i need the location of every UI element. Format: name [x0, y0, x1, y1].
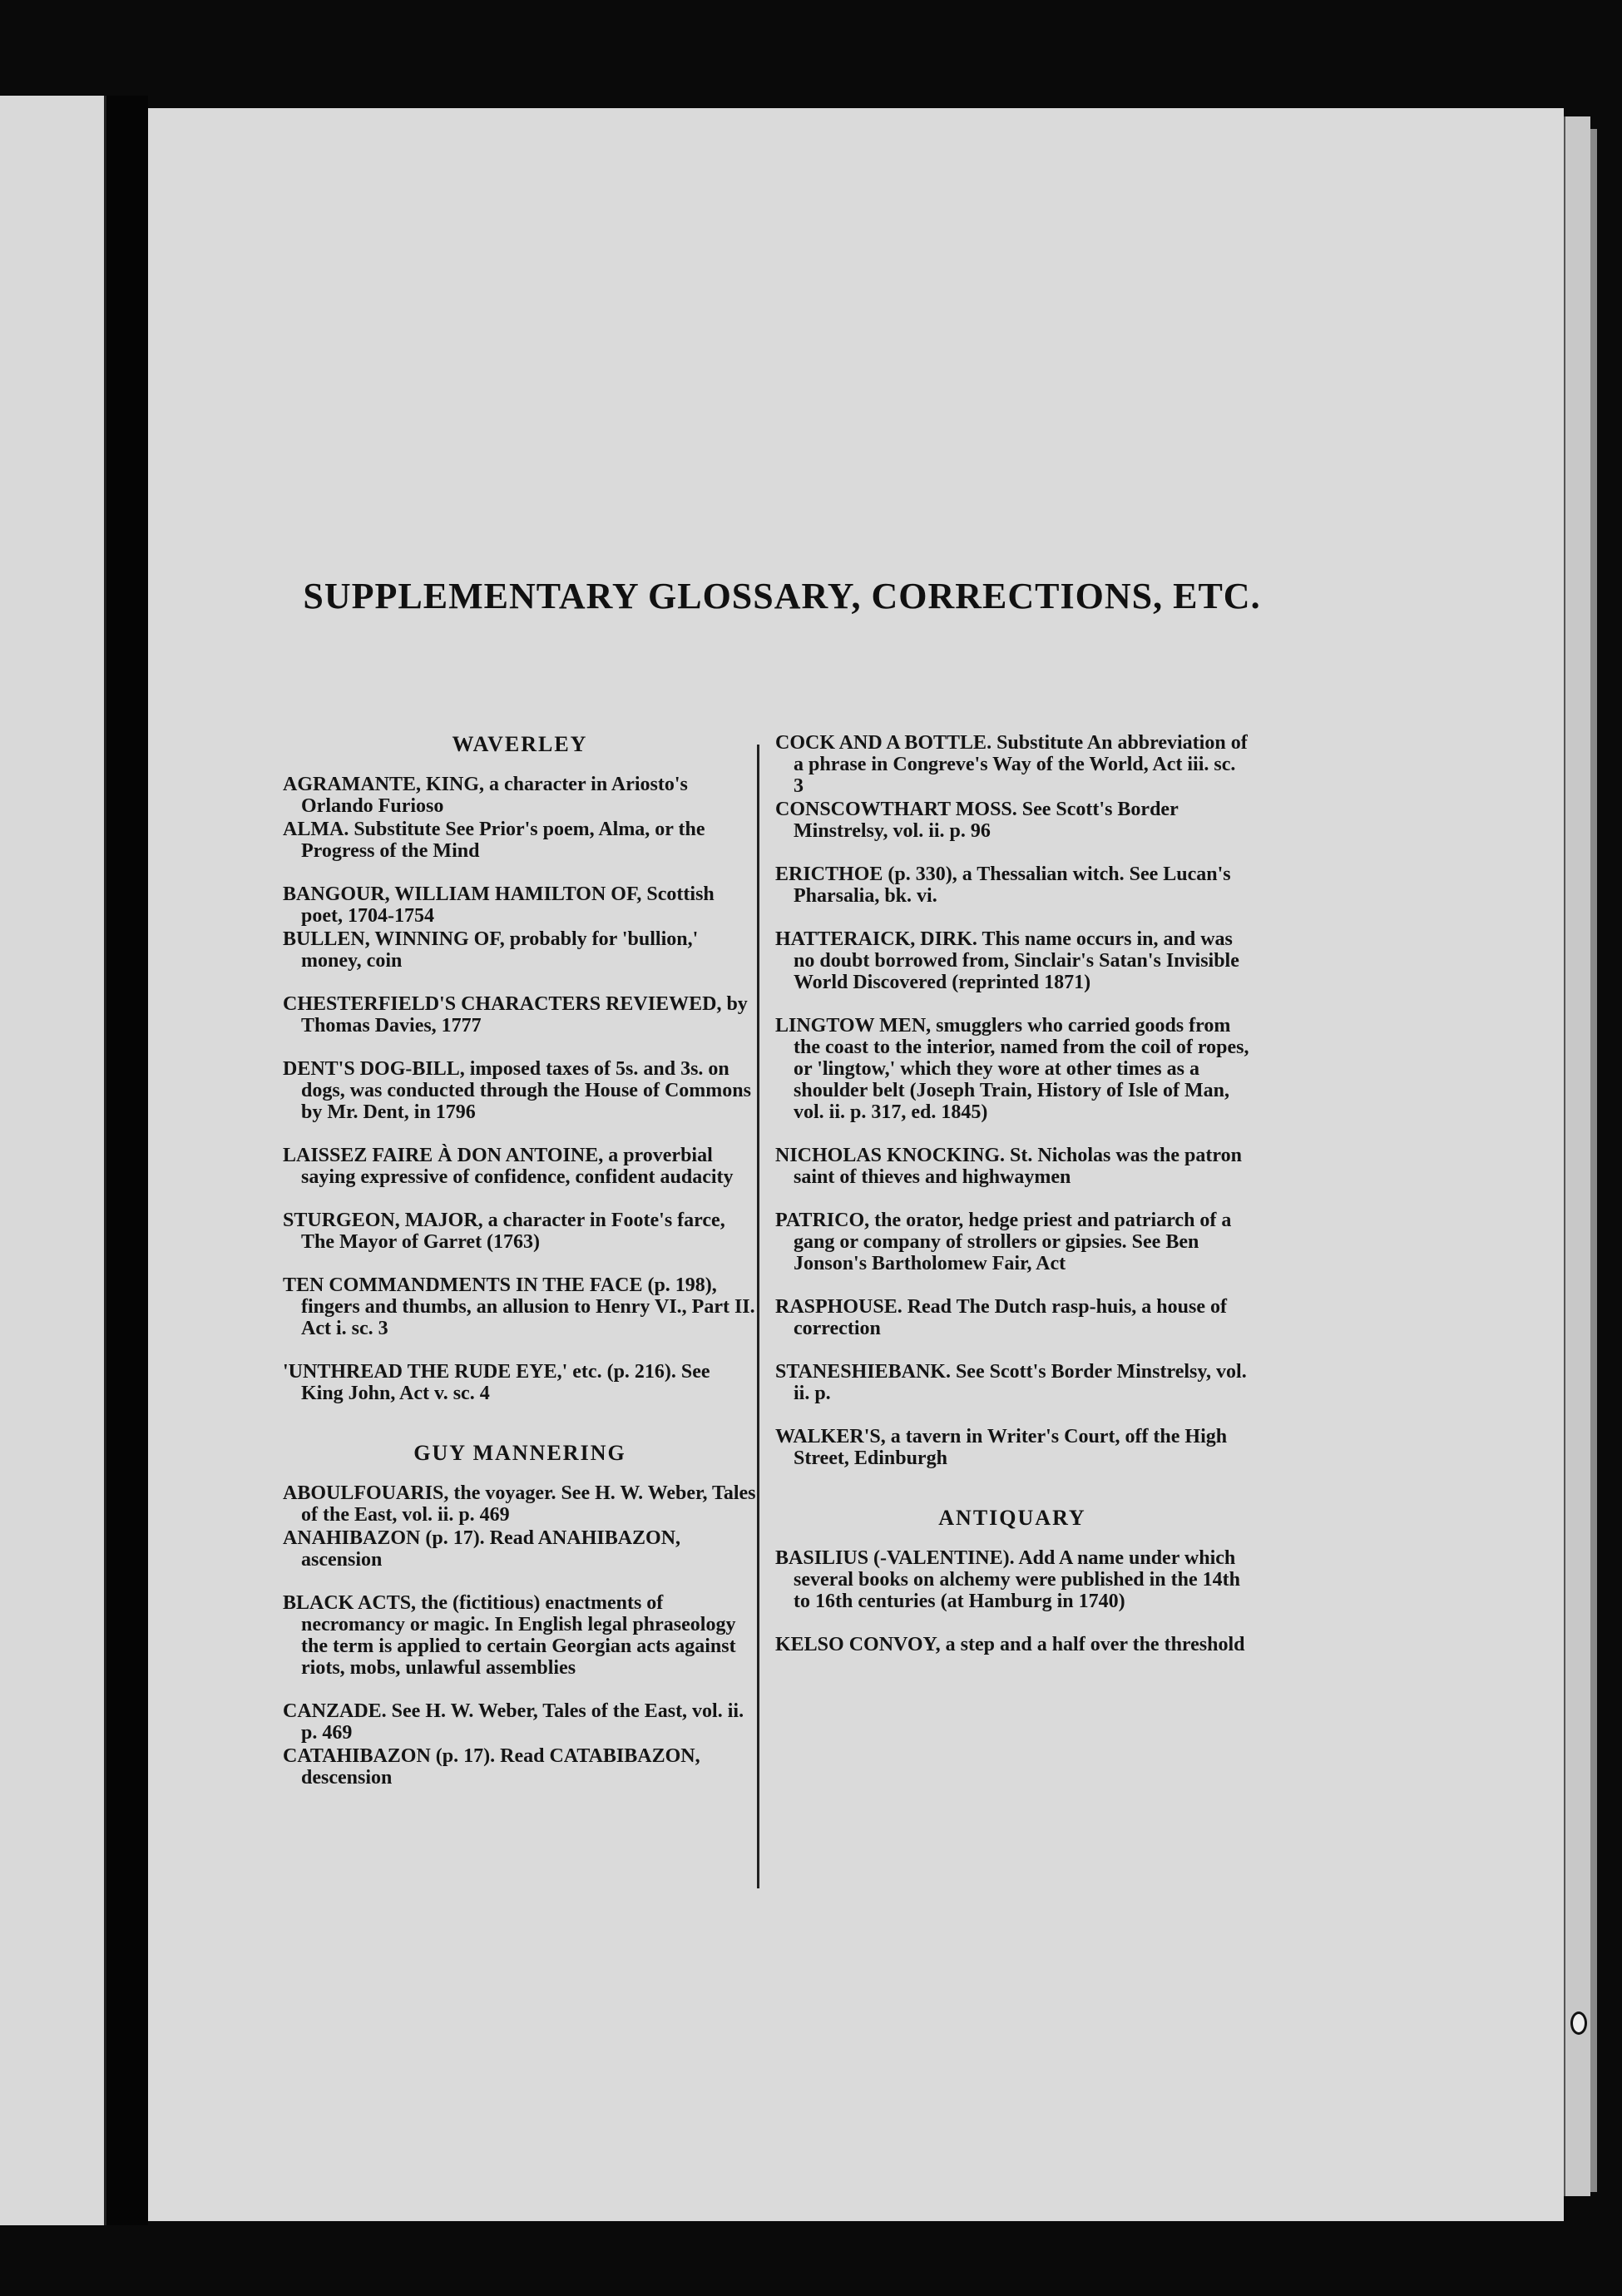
glossary-entry: BULLEN, WINNING OF, probably for 'bullion,' money, coin [283, 928, 699, 972]
glossary-entry: ABOULFOUARIS, the voyager. See H. W. Weber, Tales of the East, vol. ii. p. 469 [283, 1482, 756, 1526]
entries-guy-mannering [283, 1482, 757, 1789]
glossary-entry: COCK AND A BOTTLE. Substitute An abbreviation of a phrase in Congreve's Way of the World, Act iii. sc. 3 [775, 732, 1248, 797]
glossary-entry: WALKER'S, a tavern in Writer's Court, off the High Street, Edinburgh [775, 1426, 1228, 1469]
column-divider [757, 745, 759, 1888]
glossary-entry: TEN COMMANDMENTS IN THE FACE (p. 198), fingers and thumbs, an allusion to Henry VI., Part II. Act i. sc. 3 [283, 1274, 755, 1339]
page-edge-shadow [1590, 129, 1597, 2192]
glossary-entry: HATTERAICK, DIRK. This name occurs in, and was no doubt borrowed from, Sinclair's Satan's Invisible World Discovered (reprinted 1871) [775, 928, 1239, 993]
right-column [775, 732, 1249, 1677]
left-column [283, 732, 757, 1810]
glossary-entry: LINGTOW MEN, smugglers who carried goods from the coast to the interior, named from the coil of ropes, or 'lingtow,' which they wore at other times as a shoulder belt (Joseph Train, History of Isle of Man, vol. ii. p. 317, ed. 1845) [775, 1015, 1249, 1123]
entries-antiquary [775, 1547, 1249, 1655]
section-heading-antiquary: ANTIQUARY [938, 1506, 1086, 1530]
glossary-entry: CANZADE. See H. W. Weber, Tales of the East, vol. ii. p. 469 [283, 1700, 744, 1744]
page-edge [1564, 116, 1590, 2196]
glossary-entry: STANESHIEBANK. See Scott's Border Minstrelsy, vol. ii. p. [775, 1361, 1247, 1404]
glossary-entry: CATAHIBAZON (p. 17). Read CATABIBAZON, descension [283, 1745, 700, 1789]
glossary-entry: KELSO CONVOY, a step and a half over the threshold [775, 1634, 1245, 1655]
entries-right-top [775, 732, 1249, 1469]
glossary-entry: RASPHOUSE. Read The Dutch rasp-huis, a house of correction [775, 1296, 1227, 1339]
entries-waverley [283, 774, 757, 1404]
glossary-entry: ANAHIBAZON (p. 17). Read ANAHIBAZON, ascension [283, 1527, 681, 1571]
glossary-entry: LAISSEZ FAIRE À DON ANTOINE, a proverbial saying expressive of confidence, confident audacity [283, 1145, 734, 1188]
previous-page-edge [0, 96, 106, 2225]
glossary-entry: BLACK ACTS, the (fictitious) enactments of necromancy or magic. In English legal phraseology the term is applied to certain Georgian acts against riots, mobs, unlawful assemblies [283, 1592, 736, 1679]
section-heading-waverley: WAVERLEY [452, 732, 588, 756]
glossary-entry: ALMA. Substitute See Prior's poem, Alma, or the Progress of the Mind [283, 819, 705, 862]
glossary-entry: PATRICO, the orator, hedge priest and patriarch of a gang or company of strollers or gipsies. See Ben Jonson's Bartholomew Fair, Act [775, 1210, 1232, 1274]
book-gutter [106, 96, 148, 2225]
page-title: SUPPLEMENTARY GLOSSARY, CORRECTIONS, ETC. [303, 576, 1261, 616]
scan-mark [1570, 2011, 1587, 2035]
glossary-entry: STURGEON, MAJOR, a character in Foote's farce, The Mayor of Garret (1763) [283, 1210, 725, 1253]
glossary-entry: CHESTERFIELD'S CHARACTERS REVIEWED, by Thomas Davies, 1777 [283, 993, 748, 1037]
glossary-entry: BANGOUR, WILLIAM HAMILTON OF, Scottish poet, 1704-1754 [283, 883, 715, 927]
glossary-entry: CONSCOWTHART MOSS. See Scott's Border Minstrelsy, vol. ii. p. 96 [775, 799, 1179, 842]
glossary-entry: NICHOLAS KNOCKING. St. Nicholas was the patron saint of thieves and highwaymen [775, 1145, 1242, 1188]
glossary-entry: ERICTHOE (p. 330), a Thessalian witch. See Lucan's Pharsalia, bk. vi. [775, 863, 1231, 907]
glossary-entry: 'UNTHREAD THE RUDE EYE,' etc. (p. 216). See King John, Act v. sc. 4 [283, 1361, 710, 1404]
section-heading-guy-mannering: GUY MANNERING [413, 1441, 626, 1465]
glossary-entry: DENT'S DOG-BILL, imposed taxes of 5s. and 3s. on dogs, was conducted through the House of Commons by Mr. Dent, in 1796 [283, 1058, 751, 1123]
glossary-entry: BASILIUS (-VALENTINE). Add A name under which several books on alchemy were published in the 14th to 16th centuries (at Hamburg in 1740) [775, 1547, 1240, 1612]
glossary-entry: AGRAMANTE, KING, a character in Ariosto's Orlando Furioso [283, 774, 688, 817]
